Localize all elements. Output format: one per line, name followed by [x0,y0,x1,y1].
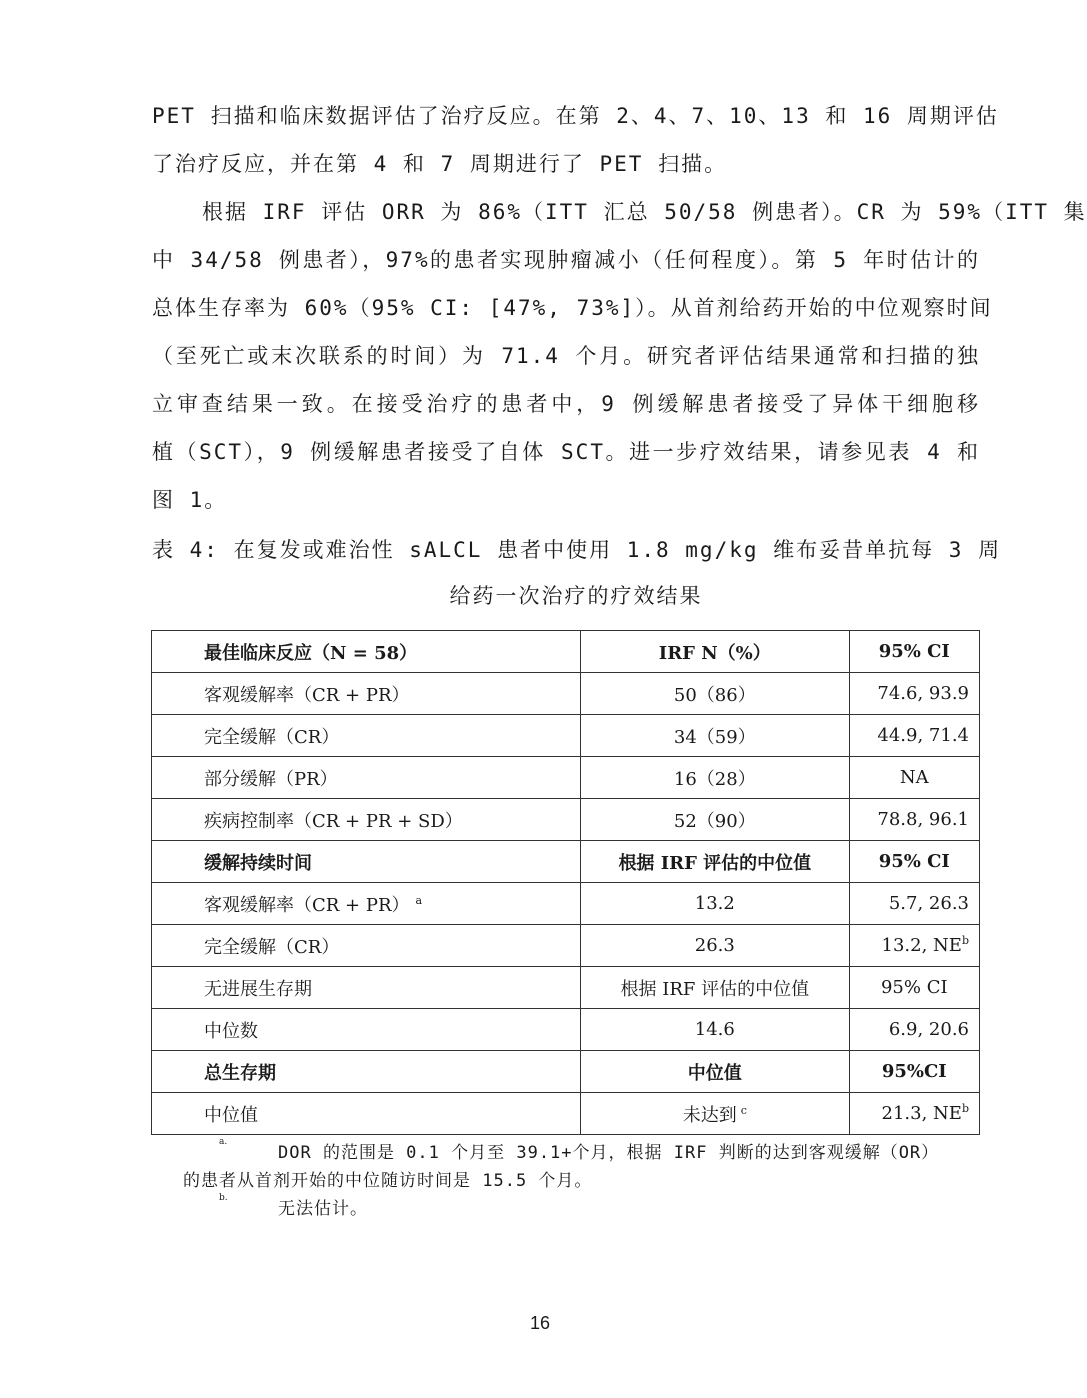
cell-text: 26.3 [694,935,735,956]
cell-text: 13.2 [694,893,735,914]
cell-text: 中位值 [204,1104,258,1126]
table-cell [152,715,581,757]
table-cell [849,631,979,673]
table-caption [152,527,1002,619]
paragraph-line: 植（SCT），9 例缓解患者接受了自体 SCT。进一步疗效结果，请参见表 4 和 [152,440,980,464]
footnote-b-text: 无法估计。 [278,1199,368,1219]
cell-text: 完全缓解（CR） [204,936,340,958]
table-cell [581,757,850,799]
paragraph-line: 总体生存率为 60%（95% CI: [47%, 73%]）。从首剂给药开始的中位观察时间 [152,296,993,320]
cell-text: 客观缓解率（CR + PR） [204,684,410,706]
table-cell [849,841,979,883]
table-body [152,631,980,1135]
table-cell [581,925,850,967]
paragraph-line: 中 34/58 例患者），97%的患者实现肿瘤减小（任何程度）。第 5 年时估计的 [152,248,980,272]
table-cell [581,841,850,883]
cell-text: 21.3, NE [881,1103,962,1124]
cell-text: 95% CI [880,977,948,998]
paragraph-line: （至死亡或末次联系的时间）为 71.4 个月。研究者评估结果通常和扫描的独 [152,344,980,368]
table-cell [152,841,581,883]
cell-text: 6.9, 20.6 [888,1019,969,1040]
table-cell [581,967,850,1009]
table-cell [152,1051,581,1093]
cell-text: 根据 IRF 评估的中位值 [618,852,812,874]
table-cell [152,1009,581,1051]
table-caption-line-1: 表 4: 在复发或难治性 sALCL 患者中使用 1.8 mg/kg 维布妥昔单抗每 3 周 [152,538,1002,562]
table-cell [152,925,581,967]
table-row [152,715,980,757]
table-cell [152,631,581,673]
table-cell [849,673,979,715]
paragraph-2 [152,188,1087,524]
table-cell [849,1051,979,1093]
table-cell [849,967,979,1009]
footnote-reference: b [961,1102,969,1115]
cell-text: 95% CI [878,641,950,662]
table-cell [581,799,850,841]
footnote-reference: a [415,893,423,907]
table-header-row [152,1051,980,1093]
table-cell [581,1009,850,1051]
table-row [152,925,980,967]
table-cell [152,757,581,799]
table-cell [849,883,979,925]
cell-text: 缓解持续时间 [204,852,312,874]
table-row [152,1009,980,1051]
paragraph-line: 根据 IRF 评估 ORR 为 86%（ITT 汇总 50/58 例患者）。CR 为 59%（ITT 集 [202,200,1087,224]
table-header-row [152,841,980,883]
footnote-a-line-2: 的患者从首剂开始的中位随访时间是 15.5 个月。 [183,1171,593,1191]
table-cell [581,883,850,925]
footnote-a-line-1: DOR 的范围是 0.1 个月至 39.1+个月，根据 IRF 判断的达到客观缓解（OR） [278,1143,940,1163]
cell-text: 总生存期 [204,1062,276,1084]
cell-text: 中位数 [204,1020,258,1042]
cell-text: 50（86） [673,684,756,706]
cell-text: 最佳临床反应（N = 58） [204,642,418,664]
paragraph-line: 立审查结果一致。在接受治疗的患者中，9 例缓解患者接受了异体干细胞移 [152,392,980,416]
cell-text: 78.8, 96.1 [877,809,969,830]
table-cell [152,1093,581,1135]
cell-text: NA [899,767,929,788]
cell-text: 5.7, 26.3 [888,893,969,914]
table-cell [849,1093,979,1135]
cell-text: 部分缓解（PR） [204,768,338,790]
cell-text: 14.6 [694,1019,735,1040]
footnote-a-marker: a. [219,1137,228,1147]
cell-text: 13.2, NE [881,935,962,956]
table-cell [849,799,979,841]
page-number: 16 [529,1313,551,1333]
cell-text: 完全缓解（CR） [204,726,340,748]
footnote-reference: c [740,1103,747,1117]
table-cell [152,799,581,841]
paragraph-line: 了治疗反应，并在第 4 和 7 周期进行了 PET 扫描。 [152,152,728,176]
cell-text: 74.6, 93.9 [877,683,969,704]
footnote-b-marker: b. [219,1193,228,1203]
cell-text: 44.9, 71.4 [877,725,969,746]
cell-text: 中位值 [687,1062,742,1084]
table-cell [849,715,979,757]
table-cell [581,715,850,757]
cell-text: 根据 IRF 评估的中位值 [620,978,810,1000]
efficacy-results-table [151,630,980,1135]
table-row [152,673,980,715]
table-cell [152,673,581,715]
cell-text: 34（59） [673,726,756,748]
table-cell [581,673,850,715]
table-row [152,967,980,1009]
cell-text: 未达到 [682,1104,737,1126]
table-cell [152,967,581,1009]
table-caption-line-2: 给药一次治疗的疗效结果 [449,584,703,608]
table-cell [849,925,979,967]
cell-text: 95% CI [878,851,950,872]
cell-text: 疾病控制率（CR + PR + SD） [204,810,463,832]
cell-text: 16（28） [673,768,756,790]
table-row [152,757,980,799]
paragraph-line: 图 1。 [152,488,228,512]
cell-text: 无进展生存期 [204,978,312,1000]
table-cell [581,631,850,673]
cell-text: 客观缓解率（CR + PR） [204,894,410,916]
table-row [152,1093,980,1135]
table-cell [849,1009,979,1051]
table-cell [581,1051,850,1093]
table-header-row [152,631,980,673]
table-cell [152,883,581,925]
table-row [152,883,980,925]
table-row [152,799,980,841]
cell-text: 52（90） [673,810,756,832]
table-cell [581,1093,850,1135]
cell-text: IRF N（%） [658,642,771,664]
footnote-reference: b [961,934,969,947]
paragraph-line: PET 扫描和临床数据评估了治疗反应。在第 2、4、7、10、13 和 16 周期评估 [152,104,999,128]
cell-text: 95%CI [881,1061,947,1082]
paragraph-1 [152,92,999,188]
table-cell [849,757,979,799]
